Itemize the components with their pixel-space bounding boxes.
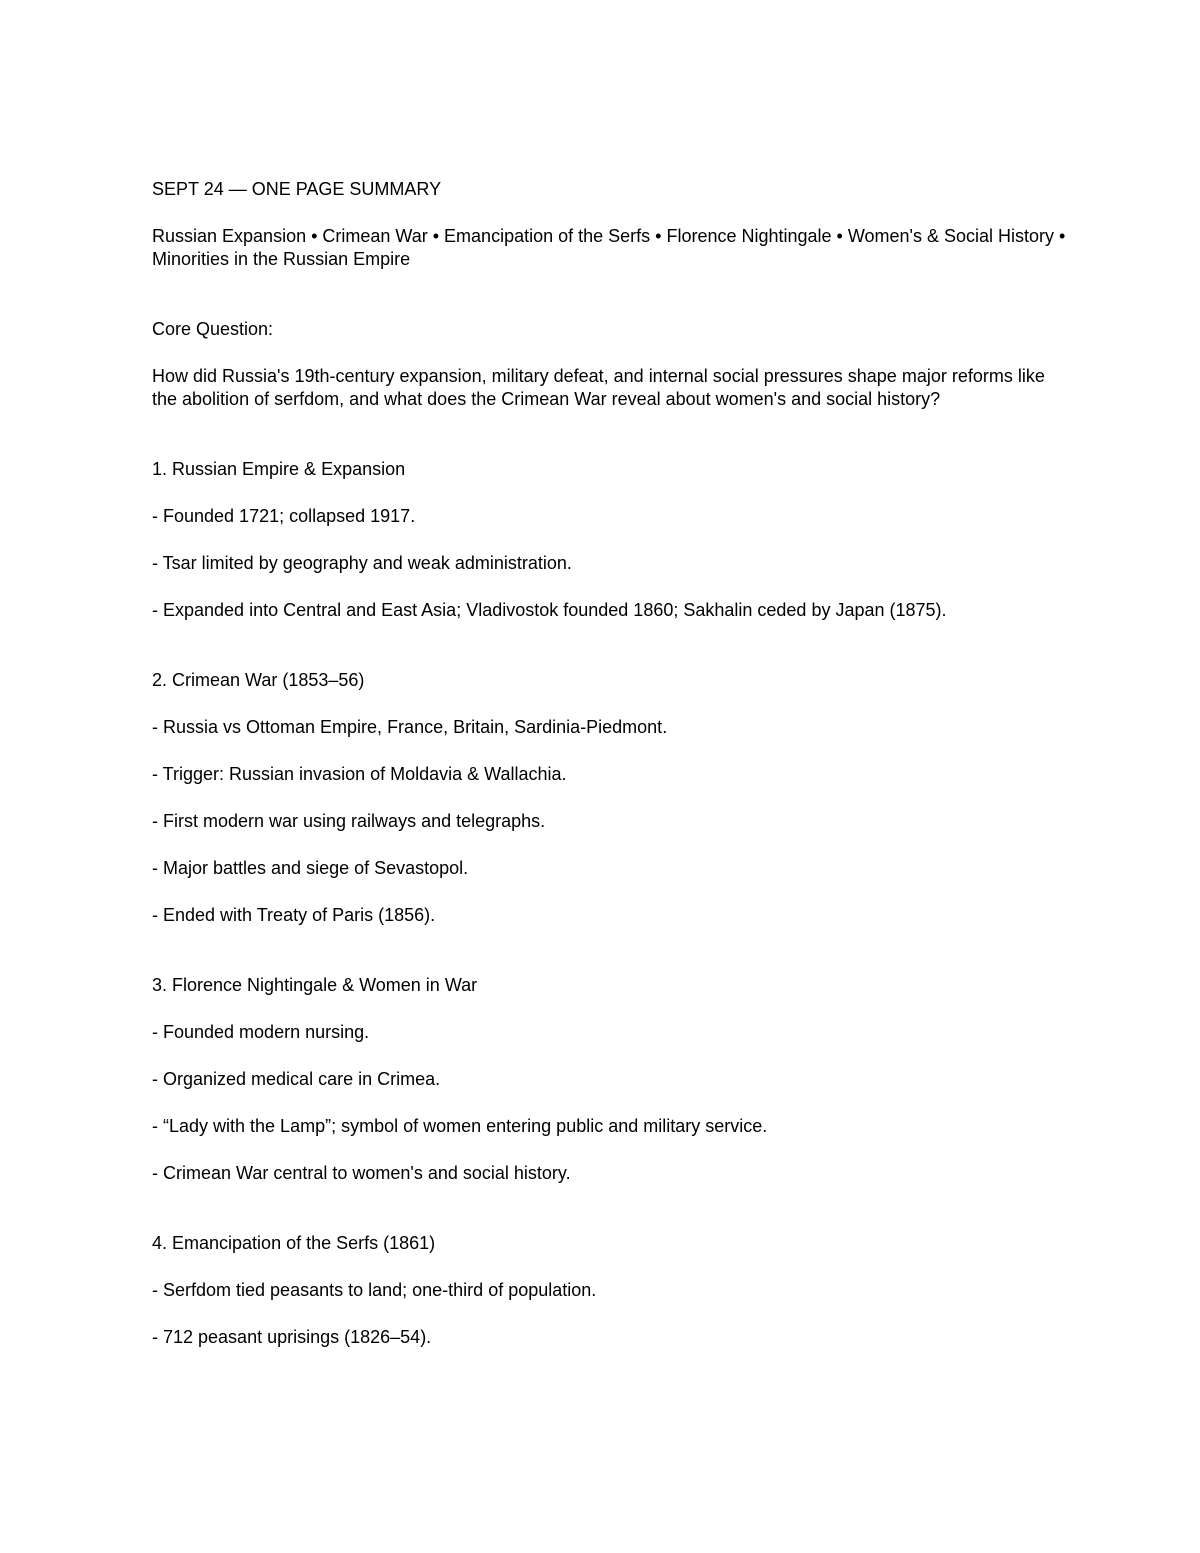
section-heading: 1. Russian Empire & Expansion: [152, 459, 406, 479]
bullet-item: - Expanded into Central and East Asia; Vladivostok founded 1860; Sakhalin ceded by Japan (1875).: [152, 600, 947, 620]
bullet-item: - “Lady with the Lamp”; symbol of women entering public and military service.: [152, 1116, 768, 1136]
section-heading: 4. Emancipation of the Serfs (1861): [152, 1233, 436, 1253]
bullet-item: - Organized medical care in Crimea.: [152, 1069, 441, 1089]
section-heading: 2. Crimean War (1853–56): [152, 670, 365, 690]
section-heading: 3. Florence Nightingale & Women in War: [152, 975, 478, 995]
bullet-item: - Russia vs Ottoman Empire, France, Britain, Sardinia-Piedmont.: [152, 717, 668, 737]
bullet-item: - Founded 1721; collapsed 1917.: [152, 506, 416, 526]
core-question-label: Core Question:: [152, 319, 274, 339]
document-page: [152, 178, 1072, 1396]
bullet-item: - Serfdom tied peasants to land; one-third of population.: [152, 1280, 597, 1300]
section-florence-nightingale: [152, 974, 1072, 1185]
bullet-item: - Trigger: Russian invasion of Moldavia & Wallachia.: [152, 764, 567, 784]
bullet-item: - 712 peasant uprisings (1826–54).: [152, 1327, 432, 1347]
page-title: SEPT 24 — ONE PAGE SUMMARY: [152, 179, 442, 199]
section-russian-empire: [152, 458, 1072, 622]
topics-line: Russian Expansion • Crimean War • Emancipation of the Serfs • Florence Nightingale • Women's & Social History • Minorities in the Russian Empire: [152, 226, 1066, 269]
core-question-text: How did Russia's 19th-century expansion, military defeat, and internal social pressures shape major reforms like the abolition of serfdom, and what does the Crimean War reveal about women's and social history?: [152, 366, 1045, 409]
section-crimean-war: [152, 669, 1072, 927]
bullet-item: - Tsar limited by geography and weak administration.: [152, 553, 572, 573]
section-emancipation: [152, 1232, 1072, 1349]
bullet-item: - Major battles and siege of Sevastopol.: [152, 858, 469, 878]
bullet-item: - Ended with Treaty of Paris (1856).: [152, 905, 436, 925]
bullet-item: - First modern war using railways and telegraphs.: [152, 811, 546, 831]
bullet-item: - Founded modern nursing.: [152, 1022, 370, 1042]
bullet-item: - Crimean War central to women's and social history.: [152, 1163, 571, 1183]
